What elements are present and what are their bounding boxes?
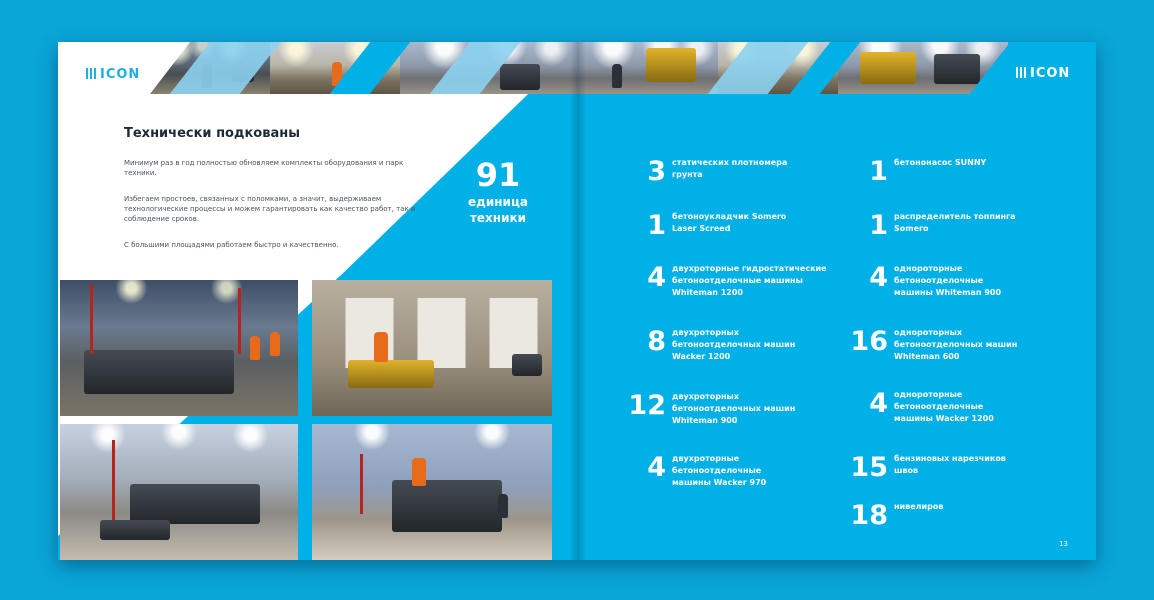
equipment-label: распределитель топпинга Somero: [894, 212, 1016, 233]
equipment-count: 1: [647, 210, 666, 241]
machine-mast: [238, 288, 241, 354]
equipment-label: однороторных бетоноотделочных машин Whiteman 600: [894, 328, 1018, 361]
equipment-count: 12: [628, 390, 666, 421]
logo-text: ICON: [100, 67, 141, 82]
equipment-count: 4: [647, 262, 666, 293]
trowel-machine: [348, 360, 434, 388]
equipment-count: 4: [647, 452, 666, 483]
brand-logo: [1016, 66, 1070, 81]
top-photo-strip-right: [578, 42, 1008, 94]
equipment-count: 3: [647, 156, 666, 187]
truck: [934, 54, 980, 84]
gallery-photo-screed-machine: [312, 424, 552, 560]
equipment-label: бетононасос SUNNY: [894, 158, 987, 167]
equipment-label: двухроторные бетоноотделочные машины Wacker 970: [672, 454, 767, 487]
top-photo-strip-left: [150, 42, 578, 94]
gallery-photo-laser-screed: [60, 280, 298, 416]
page-title: Технически подкованы: [124, 126, 300, 141]
equipment-count: 4: [869, 262, 888, 293]
screed-head: [100, 520, 170, 540]
equipment-count: 1: [869, 210, 888, 241]
equipment-count: 8: [647, 326, 666, 357]
machine-mast: [90, 284, 93, 354]
book-gutter: [570, 42, 586, 560]
equipment-count: 1: [869, 156, 888, 187]
worker-figure: [270, 332, 280, 356]
equipment-total-value: 91: [475, 156, 521, 194]
right-page: [578, 42, 1096, 560]
body-paragraph: Избегаем простоев, связанных с поломками, а значит, выдерживаем технологические процессы и можем гарантировать как качество работ, так и соблюдение сроков.: [124, 195, 416, 223]
vehicle: [500, 64, 540, 90]
brochure-spread: [58, 42, 1096, 560]
equipment-label: бензиновых нарезчиков швов: [894, 454, 1006, 475]
screed-machine: [392, 480, 502, 532]
equipment-label: двухроторных бетоноотделочных машин Whiteman 900: [672, 392, 796, 425]
worker-figure: [374, 332, 388, 362]
equipment-total-unit: единица техники: [468, 195, 528, 225]
concrete-mixer: [860, 52, 916, 84]
body-paragraph: Минимум раз в год полностью обновляем комплекты оборудования и парк техники.: [124, 159, 404, 177]
equipment-label: бетоноукладчик Somero Laser Screed: [672, 212, 787, 233]
equipment-label: однороторные бетоноотделочные машины Wacker 1200: [894, 390, 994, 423]
equipment-count: 18: [850, 500, 888, 531]
concrete-truck: [130, 484, 260, 524]
gallery-photo-power-trowel: [312, 280, 552, 416]
equipment-label: статических плотномера грунта: [672, 158, 788, 179]
brand-logo: [86, 67, 140, 82]
logo-text: ICON: [1030, 66, 1071, 81]
equipment-label: однороторные бетоноотделочные машины Whiteman 900: [894, 264, 1002, 297]
worker-figure: [412, 458, 426, 486]
equipment-label: двухроторные гидростатические бетоноотделочные машины Whiteman 1200: [672, 264, 827, 297]
trowel-machine: [512, 354, 542, 376]
machine-mast: [360, 454, 363, 514]
worker-figure: [250, 336, 260, 360]
logo-bars-icon: [1016, 67, 1027, 78]
equipment-label: нивелиров: [894, 502, 944, 511]
gallery-photo-warehouse: [60, 424, 298, 560]
equipment-count: 4: [869, 388, 888, 419]
left-page: [58, 42, 578, 560]
equipment-count: 15: [850, 452, 888, 483]
page-number: 13: [1059, 540, 1068, 548]
worker-figure: [612, 64, 622, 88]
header-photo: [578, 42, 718, 94]
logo-bars-icon: [86, 68, 97, 79]
worker-figure: [498, 494, 508, 518]
equipment-label: двухроторных бетоноотделочных машин Wacker 1200: [672, 328, 796, 361]
body-paragraph: С большими площадями работаем быстро и качественно.: [124, 241, 339, 249]
concrete-mixer: [646, 48, 696, 82]
machine-mast: [112, 440, 115, 520]
equipment-count: 16: [850, 326, 888, 357]
machine: [84, 350, 234, 394]
